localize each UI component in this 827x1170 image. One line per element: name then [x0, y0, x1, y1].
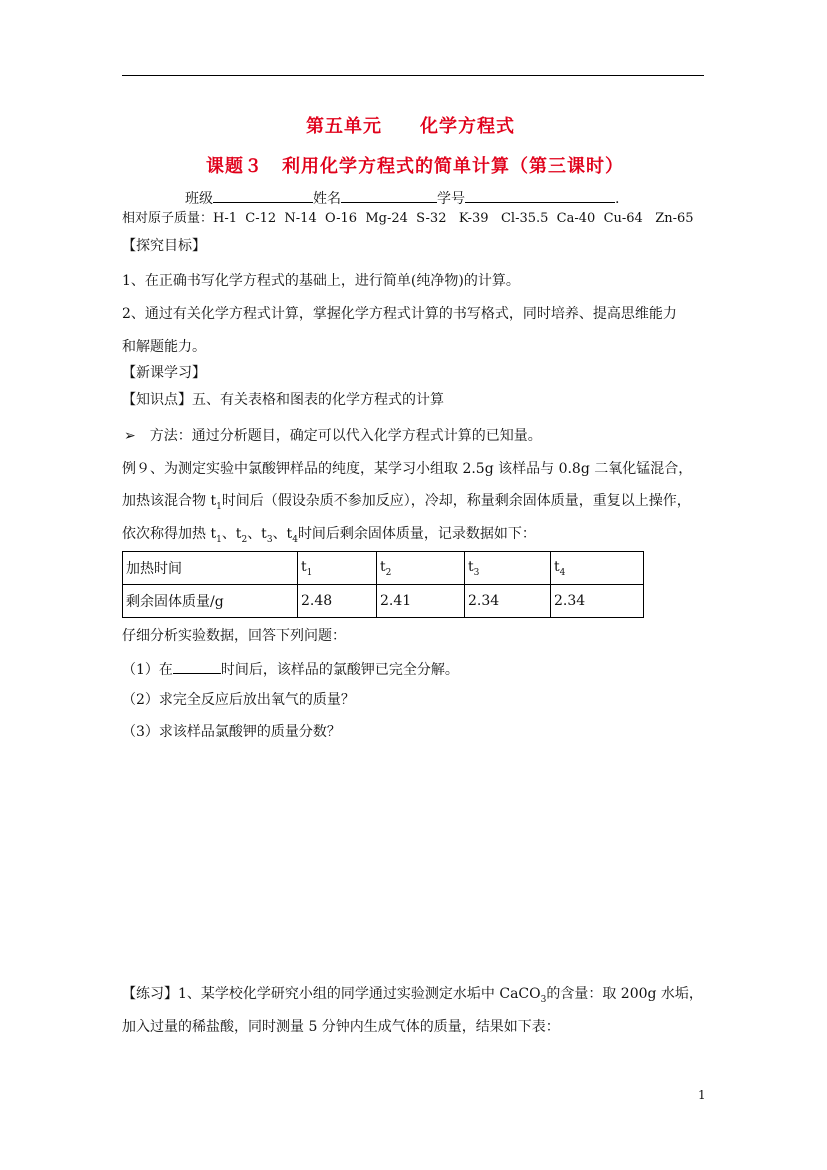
- example-line3-sep3: 、t: [272, 526, 293, 542]
- atomic-masses: 相对原子质量：H-1 C-12 N-14 O-16 Mg-24 S-32 K-39 Cl-35.5 Ca-40 Cu-64 Zn-65: [122, 211, 694, 226]
- t-sub: 3: [473, 567, 480, 578]
- example-line2-post: 时间后（假设杂质不参加反应），冷却，称量剩余固体质量，重复以上操作，: [221, 493, 691, 509]
- goal-item-2-line1: 2、通过有关化学方程式计算，掌握化学方程式计算的书写格式，同时培养、提高思维能力: [122, 306, 677, 322]
- end-mark: .: [615, 191, 620, 207]
- student-info-line: [185, 188, 619, 208]
- example-line3-sep1: 、t: [221, 526, 242, 542]
- t-base: t: [468, 558, 474, 575]
- example-line3-sub2: 2: [241, 534, 248, 545]
- example-line3-sub1: 1: [216, 534, 222, 545]
- number-field[interactable]: [465, 188, 615, 203]
- example-line3-pre: 依次称得加热 t: [122, 526, 217, 542]
- name-label: 姓名: [313, 191, 341, 207]
- name-field[interactable]: [341, 188, 437, 203]
- t-base: t: [380, 558, 386, 575]
- new-lesson-heading: 【新课学习】: [122, 365, 206, 381]
- practice-line1-post: 的含量：取 200g 水垢，: [546, 986, 703, 1002]
- t-base: t: [554, 558, 560, 575]
- t-sub: 4: [559, 567, 566, 578]
- goal-item-1: 1、在正确书写化学方程式的基础上，进行简单(纯净物)的计算。: [122, 273, 520, 289]
- arrow-bullet-icon: ➢: [124, 428, 136, 444]
- questions-intro: 仔细分析实验数据，回答下列问题：: [122, 628, 346, 644]
- question-2: （2）求完全反应后放出氧气的质量？: [122, 692, 355, 708]
- practice-line2: 加入过量的稀盐酸，同时测量 5 分钟内生成气体的质量，结果如下表：: [122, 1019, 560, 1035]
- number-label: 学号: [437, 191, 465, 207]
- table-cell-value: 2.34: [465, 585, 551, 618]
- question-1-pre: （1）在: [122, 662, 173, 678]
- t-sub: 1: [306, 567, 313, 578]
- table-cell-t4: [551, 552, 644, 585]
- header-rule: [122, 75, 704, 76]
- example-line2-sub: 1: [216, 501, 222, 512]
- question-1: [122, 659, 459, 679]
- table-cell-header-time: 加热时间: [123, 552, 298, 585]
- table-cell-header-mass: 剩余固体质量/g: [123, 585, 298, 618]
- class-label: 班级: [185, 191, 213, 207]
- practice-line1-sub: 3: [540, 994, 547, 1005]
- example-line3-sub3: 3: [266, 534, 273, 545]
- unit-title: 第五单元 化学方程式: [306, 116, 515, 137]
- example-line3-sep2: 、t: [247, 526, 267, 542]
- page-number: 1: [698, 1088, 706, 1102]
- table-cell-value: 2.41: [377, 585, 465, 618]
- class-field[interactable]: [213, 188, 313, 203]
- table-cell-t2: [377, 552, 465, 585]
- table-cell-t1: [298, 552, 377, 585]
- method-line: [124, 427, 542, 445]
- lesson-title: 课题３ 利用化学方程式的简单计算（第三课时）: [206, 156, 624, 177]
- example-line3-post: 时间后剩余固体质量，记录数据如下：: [297, 526, 536, 542]
- goals-heading: 【探究目标】: [122, 238, 206, 254]
- method-text: 方法：通过分析题目，确定可以代入化学方程式计算的已知量。: [149, 428, 542, 444]
- practice-line1-pre: 【练习】1、某学校化学研究小组的同学通过实验测定水垢中 CaCO: [122, 986, 541, 1002]
- example-line2-pre: 加热该混合物 t: [122, 493, 217, 509]
- question-3: （3）求该样品氯酸钾的质量分数？: [122, 724, 341, 740]
- t-sub: 2: [385, 567, 392, 578]
- table-row: [123, 585, 644, 618]
- data-table: [122, 551, 644, 618]
- example-line2: [122, 492, 691, 516]
- example-line3: [122, 525, 536, 549]
- question-1-blank[interactable]: [173, 659, 221, 674]
- table-cell-value: 2.48: [298, 585, 377, 618]
- knowledge-point: 【知识点】五、有关表格和图表的化学方程式的计算: [122, 392, 444, 408]
- t-base: t: [301, 558, 307, 575]
- table-cell-value: 2.34: [551, 585, 644, 618]
- example-line3-sub4: 4: [292, 534, 298, 545]
- goal-item-2-line2: 和解题能力。: [122, 339, 206, 355]
- question-1-post: 时间后，该样品的氯酸钾已完全分解。: [220, 662, 459, 678]
- example-line1: 例９、为测定实验中氯酸钾样品的纯度，某学习小组取 2.5g 该样品与 0.8g 二氧化锰混合，: [122, 461, 693, 477]
- practice-line1: [122, 985, 703, 1009]
- table-cell-t3: [465, 552, 551, 585]
- table-row: [123, 552, 644, 585]
